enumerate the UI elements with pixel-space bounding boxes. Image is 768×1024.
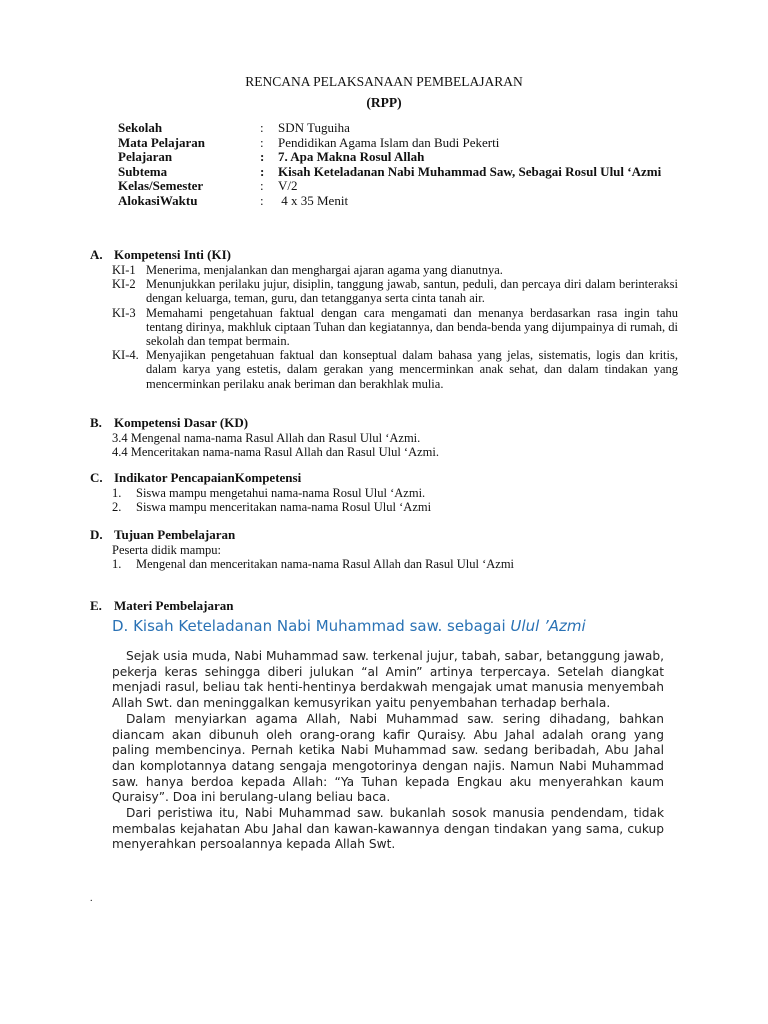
section-title: Kompetensi Dasar (KD)	[114, 415, 249, 430]
book-heading-text: D. Kisah Keteladanan Nabi Muhammad saw. sebagai	[112, 617, 511, 635]
section-letter: C.	[90, 470, 103, 485]
section-letter: A.	[90, 247, 103, 262]
book-paragraph: Dari peristiwa itu, Nabi Muhammad saw. bukanlah sosok manusia pendendam, tidak membalas kejahatan Abu Jahal dan kawan-kawannya dengan tindakan yang sama, cukup menyerahkan persoalannya kepada Allah Swt.	[112, 806, 664, 852]
kd-list	[112, 431, 672, 460]
list-item	[112, 277, 678, 305]
document-title: RENCANA PELAKSANAAN PEMBELAJARAN	[245, 74, 523, 89]
meta-key: Pelajaran	[118, 149, 173, 164]
book-heading-italic: Ulul ’Azmi	[510, 617, 586, 635]
indicator-list	[112, 486, 672, 515]
section-title: Materi Pembelajaran	[114, 598, 234, 613]
meta-row-sekolah	[118, 121, 698, 136]
ki-text: Menerima, menjalankan dan menghargai ajaran agama yang dianutnya.	[146, 263, 503, 277]
meta-row-subtema	[118, 165, 698, 180]
meta-value: 4 x 35 Menit	[278, 192, 349, 208]
meta-colon: :	[260, 134, 264, 150]
ki-list	[112, 263, 678, 391]
meta-colon: :	[260, 149, 265, 164]
item-text: Siswa mampu mengetahui nama-nama Rosul Ulul ‘Azmi.	[136, 486, 426, 500]
meta-key: Mata Pelajaran	[118, 134, 206, 150]
book-paragraph: Dalam menyiarkan agama Allah, Nabi Muhammad saw. sering dihadang, bahkan diancam akan dibunuh oleh orang-orang kafir Quraisy. Abu Jahal adalah orang yang paling membencinya. Pernah ketika Nabi Muhammad saw. sedang beribadah, Abu Jahal dan komplotannya datang sengaja mengotorinya dengan najis. Namun Nabi Muhammad saw. hanya berdoa kepada Allah: “Ya Tuhan kepada Engkau aku menyerahkan kaum Quraisy”. Doa ini berulang-ulang beliau baca.	[112, 711, 664, 805]
item-number: 2.	[112, 500, 122, 515]
section-title: Tujuan Pembelajaran	[114, 527, 236, 542]
item-text: Mengenal dan menceritakan nama-nama Rasul Allah dan Rasul Ulul ‘Azmi	[136, 557, 515, 572]
item-text: Siswa mampu menceritakan nama-nama Rosul Ulul ‘Azmi	[136, 500, 432, 515]
section-title: Indikator PencapaianKompetensi	[114, 470, 302, 485]
ki-label: KI-3	[112, 305, 136, 320]
meta-key: Kelas/Semester	[118, 178, 204, 193]
footer-mark: .	[90, 893, 93, 904]
ki-label: KI-4.	[112, 348, 139, 363]
list-item: 4.4 Menceritakan nama-nama Rasul Allah dan Rasul Ulul ‘Azmi.	[112, 445, 439, 460]
meta-colon: :	[260, 120, 264, 135]
ki-text: Memahami pengetahuan faktual dengan cara mengamati dan menanya berdasarkan rasa ingin tahu tentang dirinya, makhluk ciptaan Tuhan dan kegiatannya, dan benda-benda yang dijumpainya di rumah, di sekolah dan tempat bermain.	[146, 305, 678, 349]
meta-key: Sekolah	[118, 120, 163, 135]
meta-value: SDN Tuguiha	[278, 120, 350, 135]
meta-value: Kisah Keteladanan Nabi Muhammad Saw, Sebagai Rosul Ulul ‘Azmi	[278, 163, 662, 179]
ki-label: KI-1	[112, 263, 136, 277]
item-number: 1.	[112, 557, 122, 572]
list-item	[112, 306, 678, 349]
list-item	[112, 557, 672, 571]
objective-block	[112, 543, 672, 572]
section-letter: D.	[90, 527, 103, 542]
ki-text: Menunjukkan perilaku jujur, disiplin, tanggung jawab, santun, peduli, dan percaya diri dalam berinteraksi dengan keluarga, teman, guru, dan tetangganya serta cinta tanah air.	[146, 277, 678, 306]
list-item: 3.4 Mengenal nama-nama Rasul Allah dan Rasul Ulul ‘Azmi.	[112, 431, 421, 445]
objective-intro: Peserta didik mampu:	[112, 543, 222, 557]
section-a-heading	[90, 248, 231, 262]
meta-row-kelas-semester	[118, 179, 698, 194]
meta-colon: :	[260, 178, 264, 193]
book-excerpt-heading	[112, 617, 586, 635]
book-paragraph: Sejak usia muda, Nabi Muhammad saw. terkenal jujur, tabah, sabar, betanggung jawab, pekerja keras sehingga diberi julukan “al Amin” artinya terpercaya. Setelah diangkat menjadi rasul, beliau tak henti-hentinya berdakwah mengajak umat manusia menyembah Allah Swt. dan meninggalkan kemusyrikan yaitu penyembahan terhadap berhala.	[112, 649, 664, 711]
meta-value: Pendidikan Agama Islam dan Budi Pekerti	[278, 134, 500, 150]
ki-label: KI-2	[112, 277, 136, 292]
document-subtitle: (RPP)	[366, 95, 402, 110]
list-item	[112, 486, 672, 500]
list-item	[112, 348, 678, 391]
section-letter: B.	[90, 415, 102, 430]
meta-key: Subtema	[118, 163, 168, 179]
meta-colon: :	[260, 163, 265, 179]
meta-row-mata-pelajaran	[118, 136, 698, 151]
section-letter: E.	[90, 598, 102, 613]
item-number: 1.	[112, 486, 122, 500]
meta-colon: :	[260, 192, 264, 208]
section-d-heading	[90, 528, 235, 542]
section-e-heading	[90, 599, 233, 613]
meta-row-pelajaran	[118, 150, 698, 165]
list-item	[112, 263, 678, 277]
identity-table	[118, 121, 698, 208]
section-b-heading	[90, 416, 248, 430]
section-c-heading	[90, 471, 301, 485]
list-item	[112, 500, 672, 514]
meta-key: AlokasiWaktu	[118, 192, 198, 208]
section-title: Kompetensi Inti (KI)	[114, 247, 231, 262]
book-excerpt	[112, 649, 664, 853]
ki-text: Menyajikan pengetahuan faktual dan konseptual dalam bahasa yang jelas, sistematis, logis dan kritis, dalam karya yang estetis, dalam gerakan yang mencerminkan anak sehat, dan dalam tindakan yang mencerminkan perilaku anak beriman dan berakhlak mulia.	[146, 348, 678, 391]
meta-value: 7. Apa Makna Rosul Allah	[278, 149, 425, 164]
meta-row-alokasi-waktu	[118, 194, 698, 209]
meta-value: V/2	[278, 178, 298, 193]
